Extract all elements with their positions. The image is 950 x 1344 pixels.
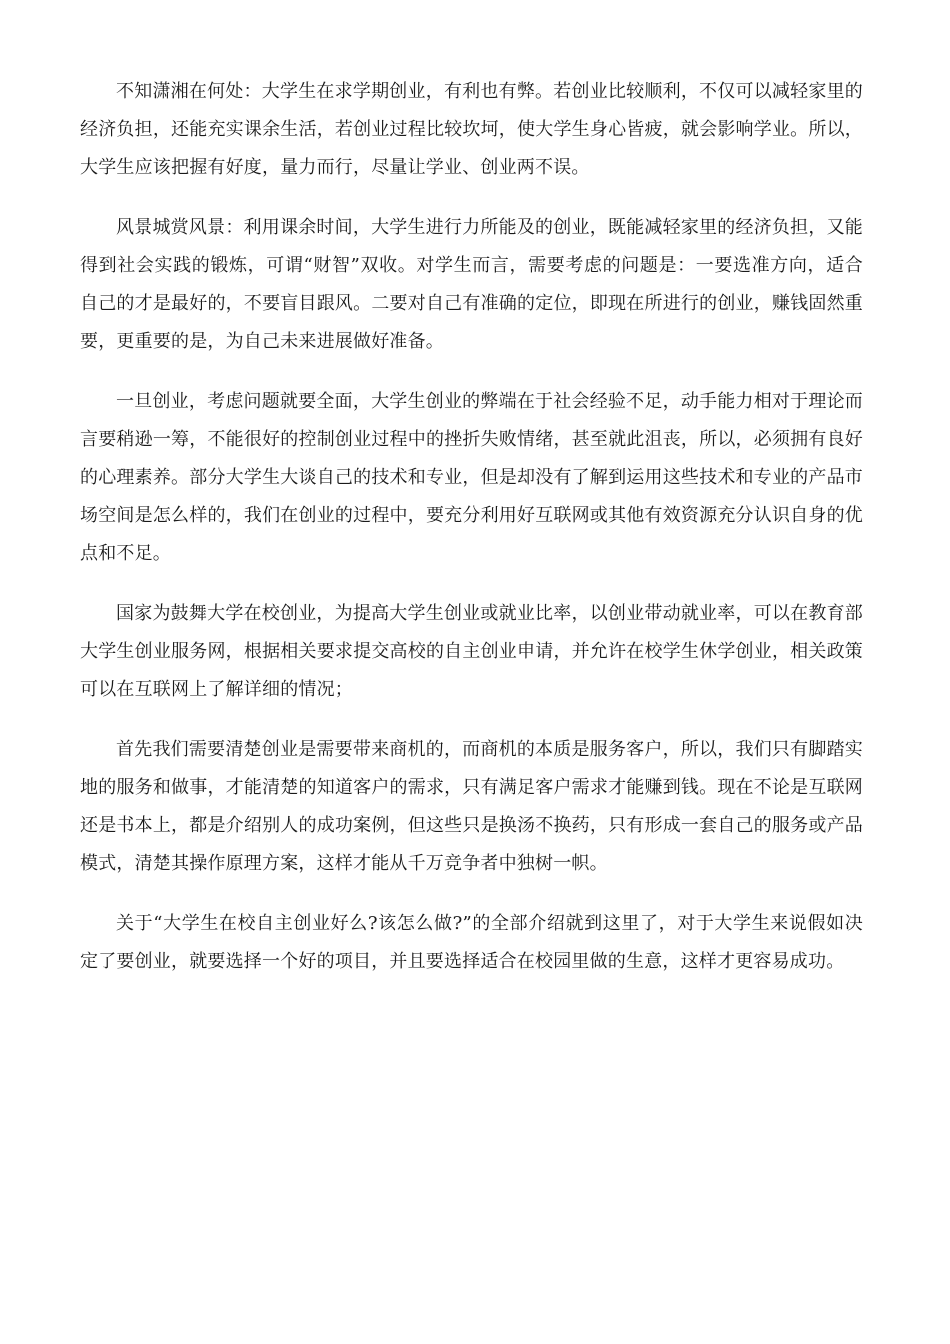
paragraph-5: 首先我们需要清楚创业是需要带来商机的，而商机的本质是服务客户，所以，我们只有脚踏实地的服务和做事，才能清楚的知道客户的需求，只有满足客户需求才能赚到钱。现在不论是互联网还是书本上，都是介绍别人的成功案例，但这些只是换汤不换药，只有形成一套自己的服务或产品模式，清楚其操作原理方案，这样才能从千万竞争者中独树一帜。 xyxy=(80,739,863,874)
paragraph-6: 关于“大学生在校自主创业好么?该怎么做?”的全部介绍就到这里了，对于大学生来说假如决定了要创业，就要选择一个好的项目，并且要选择适合在校园里做的生意，这样才更容易成功。 xyxy=(80,913,863,972)
paragraph-2: 风景城赏风景：利用课余时间，大学生进行力所能及的创业，既能减轻家里的经济负担，又能得到社会实践的锻炼，可谓“财智”双收。对学生而言，需要考虑的问题是：一要选准方向，适合自己的才是最好的，不要盲目跟风。二要对自己有准确的定位，即现在所进行的创业，赚钱固然重要，更重要的是，为自己未来进展做好准备。 xyxy=(80,217,863,352)
paragraph-1: 不知潇湘在何处：大学生在求学期创业，有利也有弊。若创业比较顺利，不仅可以减轻家里的经济负担，还能充实课余生活，若创业过程比较坎坷，使大学生身心皆疲，就会影响学业。所以，大学生应该把握有好度，量力而行，尽量让学业、创业两不误。 xyxy=(80,81,863,178)
paragraph-4: 国家为鼓舞大学在校创业，为提高大学生创业或就业比率，以创业带动就业率，可以在教育部大学生创业服务网，根据相关要求提交高校的自主创业申请，并允许在校学生休学创业，相关政策可以在互联网上了解详细的情况； xyxy=(80,603,863,700)
paragraph-3: 一旦创业，考虑问题就要全面，大学生创业的弊端在于社会经验不足，动手能力相对于理论而言要稍逊一筹，不能很好的控制创业过程中的挫折失败情绪，甚至就此沮丧，所以，必须拥有良好的心理素养。部分大学生大谈自己的技术和专业，但是却没有了解到运用这些技术和专业的产品市场空间是怎么样的，我们在创业的过程中，要充分利用好互联网或其他有效资源充分认识自身的优点和不足。 xyxy=(80,391,863,564)
document-body xyxy=(80,73,863,1003)
